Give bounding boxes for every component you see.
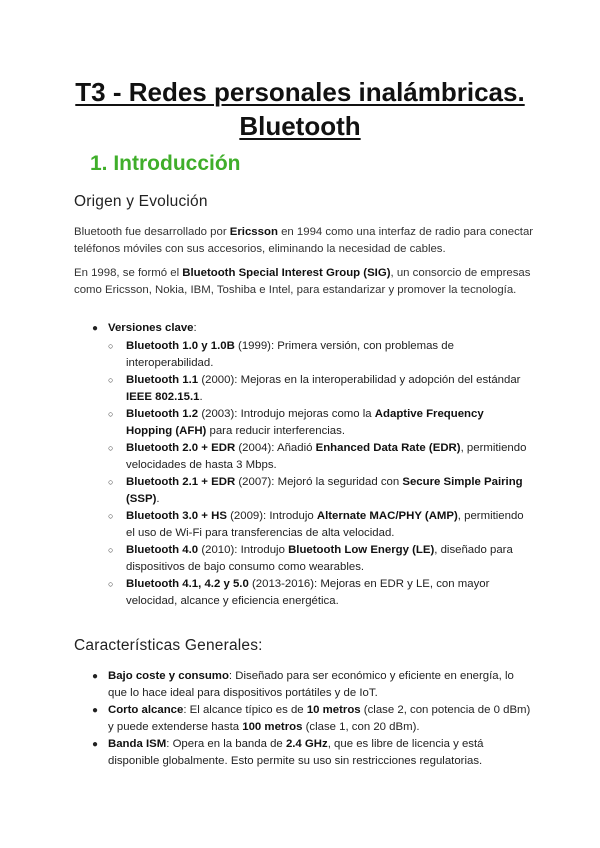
paragraph-sig: En 1998, se formó el Bluetooth Special Interest Group (SIG), un consorcio de empresas como Ericsson, Nokia, IBM, Toshiba e Intel, para estandarizar y promover la tecnología. xyxy=(74,267,531,296)
list-item: ○ Bluetooth 4.0 (2010): Introdujo Bluetooth Low Energy (LE), diseñado para dispositivos de bajo consumo como wearables. xyxy=(108,544,513,573)
circle-bullet-icon: ○ xyxy=(108,375,114,385)
list-item: ○ Bluetooth 1.2 (2003): Introdujo mejoras como la Adaptive Frequency Hopping (AFH) para reducir interferencias. xyxy=(108,408,484,437)
circle-bullet-icon: ○ xyxy=(108,545,114,555)
doc-title-line2: Bluetooth xyxy=(239,111,361,141)
list-item: ○ Bluetooth 2.0 + EDR (2004): Añadió Enhanced Data Rate (EDR), permitiendo velocidades de hasta 3 Mbps. xyxy=(108,442,527,471)
version-sublist xyxy=(108,338,532,610)
list-item: ○ Bluetooth 2.1 + EDR (2007): Mejoró la seguridad con Secure Simple Pairing (SSP). xyxy=(108,476,523,505)
list-item: ○ Bluetooth 4.1, 4.2 y 5.0 (2013-2016): Mejoras en EDR y LE, con mayor velocidad, alcance y eficiencia energética. xyxy=(108,578,490,607)
circle-bullet-icon: ○ xyxy=(108,579,114,589)
bullet-icon: ● xyxy=(92,671,99,682)
circle-bullet-icon: ○ xyxy=(108,341,114,351)
versions-list xyxy=(92,320,532,610)
circle-bullet-icon: ○ xyxy=(108,477,114,487)
bullet-icon: ● xyxy=(92,323,99,334)
list-item: ○ Bluetooth 1.0 y 1.0B (1999): Primera versión, con problemas de interoperabilidad. xyxy=(108,340,454,369)
list-item: ● Bajo coste y consumo: Diseñado para ser económico y eficiente en energía, lo que lo hace ideal para dispositivos portátiles y de IoT. xyxy=(92,670,514,699)
paragraph-ericsson: Bluetooth fue desarrollado por Ericsson en 1994 como una interfaz de radio para conectar teléfonos móviles con sus accesorios, eliminando la necesidad de cables. xyxy=(74,226,534,255)
list-item: ● Versiones clave: ○ Bluetooth 1.0 y 1.0B (1999): Primera versión, con problemas de interoperabilidad. ○ Bluetooth 1.1 (2000): Mejoras en la interoperabilidad y adopción del estándar IEEE 802.15.1. ○ Bluetooth 1.2 (2003): Introdujo mejoras como la Adaptive Frequency Hopping (AFH) para reducir interferencias. ○ Bluetooth 2.0 + EDR (2004): Añadió Enhanced Data Rate (EDR), permitiendo velocidades de hasta 3 Mbps. ○ Bluetooth 2.1 + EDR (2007): Mejoró la seguridad con Secure Simple Pairing (SSP). ○ Bluetooth 3.0 + HS (2009): Introdujo Alternate MAC/PHY (AMP), permitiendo el uso de Wi-Fi para transferencias de alta velocidad. ○ Bluetooth 4.0 (2010): Introdujo Bluetooth Low Energy (LE), diseñado para dispositivos de bajo consumo como wearables. ○ Bluetooth 4.1, 4.2 y 5.0 (2013-2016): Mejoras en EDR y LE, con mayor velocidad, alcance y eficiencia energética. xyxy=(92,320,532,610)
bullet-icon: ● xyxy=(92,705,99,716)
list-item: ● Corto alcance: El alcance típico es de 10 metros (clase 2, con potencia de 0 dBm) y puede extenderse hasta 100 metros (clase 1, con 20 dBm). xyxy=(92,704,531,733)
list-item: ○ Bluetooth 1.1 (2000): Mejoras en la interoperabilidad y adopción del estándar IEEE 802.15.1. xyxy=(108,374,521,403)
circle-bullet-icon: ○ xyxy=(108,443,114,453)
circle-bullet-icon: ○ xyxy=(108,511,114,521)
list-item: ○ Bluetooth 3.0 + HS (2009): Introdujo Alternate MAC/PHY (AMP), permitiendo el uso de Wi-Fi para transferencias de alta velocidad. xyxy=(108,510,524,539)
subsection-heading-origen: Origen y Evolución xyxy=(74,193,208,210)
subsection-heading-caracteristicas: Características Generales: xyxy=(74,637,263,654)
list-item: ● Banda ISM: Opera en la banda de 2.4 GHz, que es libre de licencia y está disponible globalmente. Esto permite su uso sin restricciones regulatorias. xyxy=(92,738,484,767)
bullet-icon: ● xyxy=(92,739,99,750)
section-heading-introduccion: 1. Introducción xyxy=(90,152,241,175)
circle-bullet-icon: ○ xyxy=(108,409,114,419)
features-list xyxy=(92,668,532,770)
doc-title-line1: T3 - Redes personales inalámbricas. xyxy=(75,77,525,107)
